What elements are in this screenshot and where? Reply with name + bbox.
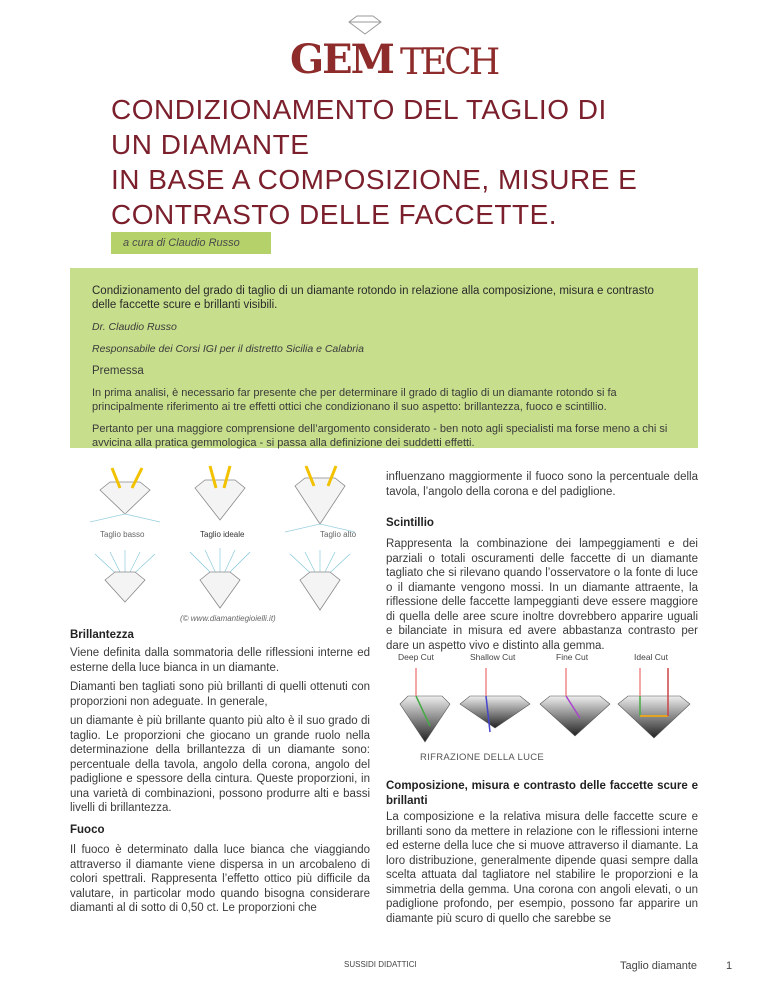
brillantezza-title: Brillantezza	[70, 629, 134, 641]
footer-right: Taglio diamante	[620, 960, 698, 972]
diamond-deep-top	[295, 478, 345, 524]
brillantezza-paragraph-3: un diamante è più brillante quanto più alto è il suo grado di taglio. Le proporzioni che giocano un grande ruolo nella determinazione della brillantezza di un diamante sono: percentuale della tavola, angolo della corona, angolo del padiglione e spessore della cintura. Queste proporzioni, in una varietà di combinazioni, possono produrre alti e bassi livelli di brillantezza.	[70, 715, 370, 814]
cut-diagram-illustration	[70, 462, 370, 632]
title-line-3: IN BASE A COMPOSIZIONE, MISURE E	[111, 164, 638, 195]
title-line-2: UN DIAMANTE	[111, 129, 310, 160]
author-tag: a cura di Claudio Russo	[111, 232, 271, 254]
diamond-shallow-top	[100, 482, 150, 514]
premessa-paragraph-2: Pertanto per una maggiore comprensione dell’argomento considerato - ben noto agli specialisti ma forse meno a chi si avvicina alla pratica gemmologica - si passa alla definizione dei suddetti effetti.	[92, 423, 668, 449]
diamond-shallow-cut	[460, 696, 530, 728]
diamond-ideal-cut	[618, 696, 690, 738]
page-title	[111, 92, 711, 232]
intro-box	[70, 268, 698, 448]
label-taglio-basso: Taglio basso	[100, 530, 145, 539]
scintillio-paragraph: Rappresenta la combinazione dei lampeggiamenti e dei parziali o totali oscuramenti delle faccette di un diamante tagliato che si rilevano quando l’osservatore o la fonte di luce o il diamante vengono mossi. In un diamante attraente, la riflessione delle faccette lampeggianti deve essere maggiore di quella delle aree scure inoltre dovrebbero apparire uguali e bilanciate in misura ed avere abbastanza contrasto per dare un aspetto vivo e distinto alla gemma.	[386, 538, 698, 652]
title-line-1: CONDIZIONAMENTO DEL TAGLIO DI	[111, 94, 607, 125]
footer-center: SUSSIDI DIDATTICI	[344, 960, 417, 969]
cut-diagram	[70, 462, 370, 632]
label-shallow-cut: Shallow Cut	[470, 652, 516, 662]
label-deep-cut: Deep Cut	[398, 652, 434, 662]
premessa-title: Premessa	[92, 365, 144, 377]
intro-role: Responsabile dei Corsi IGI per il distretto Sicilia e Calabria	[92, 343, 364, 355]
page-number: 1	[726, 960, 733, 972]
brillantezza-paragraph-2: Diamanti ben tagliati sono più brillanti di quelli ottenuti con proporzioni non adeguate. In generale,	[70, 681, 370, 708]
logo-gem: GEM	[290, 36, 393, 83]
brillantezza-paragraph-1: Viene definita dalla sommatoria delle riflessioni interne ed esterne della luce bianca in un diamante.	[70, 647, 370, 674]
intro-heading: Condizionamento del grado di taglio di un diamante rotondo in relazione alla composizione, misura e contrasto delle faccette scure e brillanti visibili.	[92, 285, 654, 311]
label-taglio-alto: Taglio alto	[320, 530, 357, 539]
diamond-deep-bottom	[300, 572, 340, 610]
diamond-deep-cut	[400, 696, 450, 742]
diamond-logo-icon	[345, 14, 385, 36]
refraction-diagram	[390, 652, 700, 764]
refraction-caption: RIFRAZIONE DELLA LUCE	[420, 752, 545, 763]
fuoco-continuation: influenzano maggiormente il fuoco sono la percentuale della tavola, l’angolo della corona e del padiglione.	[386, 471, 698, 498]
label-fine-cut: Fine Cut	[556, 652, 589, 662]
fuoco-title: Fuoco	[70, 824, 105, 836]
intro-author: Dr. Claudio Russo	[92, 321, 177, 333]
premessa-paragraph-1: In prima analisi, è necessario far presente che per determinare il grado di taglio di un diamante rotondo si fa principalmente riferimento ai tre effetti ottici che condizionano il suo aspetto: brillantezza, fuoco e scintillio.	[92, 387, 617, 413]
label-ideal-cut: Ideal Cut	[634, 652, 669, 662]
composizione-title: Composizione, misura e contrasto delle faccette scure e brillanti	[386, 780, 698, 807]
logo	[290, 14, 498, 84]
refraction-illustration	[390, 666, 700, 746]
fuoco-paragraph: Il fuoco è determinato dalla luce bianca che viaggiando attraverso il diamante viene dispersa in un arcobaleno di colori spettrali. Rappresenta l’effetto ottico più difficile da valutare, in particolar modo quando bisogna considerare diamanti al di sotto di 0,50 ct. Le proporzioni che	[70, 844, 370, 914]
composizione-paragraph: La composizione e la relativa misura delle faccette scure e brillanti sono da mettere in relazione con le riflessioni interne ed esterne della luce che si muove attraverso il diamante. La loro distribuzione, generalmente dipende quasi sempre dalla scelta attuata dal tagliatore nel stabilire le proporzioni e la simmetria della gemma. Una corona con angoli elevati, o un padiglione profondo, per esempio, possono far apparire un diamante più scuro di quello che sarebbe se	[386, 811, 698, 925]
diamond-fine-cut	[540, 696, 610, 736]
logo-tech: TECH	[400, 42, 498, 83]
scintillio-title: Scintillio	[386, 517, 434, 529]
diamond-ideal-top	[195, 480, 245, 520]
diamond-ideal-bottom	[200, 572, 240, 608]
diagram-credit: (© www.diamantiegioielli.it)	[180, 614, 276, 623]
label-taglio-ideale: Taglio ideale	[200, 530, 245, 539]
title-line-4: CONTRASTO DELLE FACCETTE.	[111, 199, 558, 230]
diamond-shallow-bottom	[105, 572, 145, 602]
